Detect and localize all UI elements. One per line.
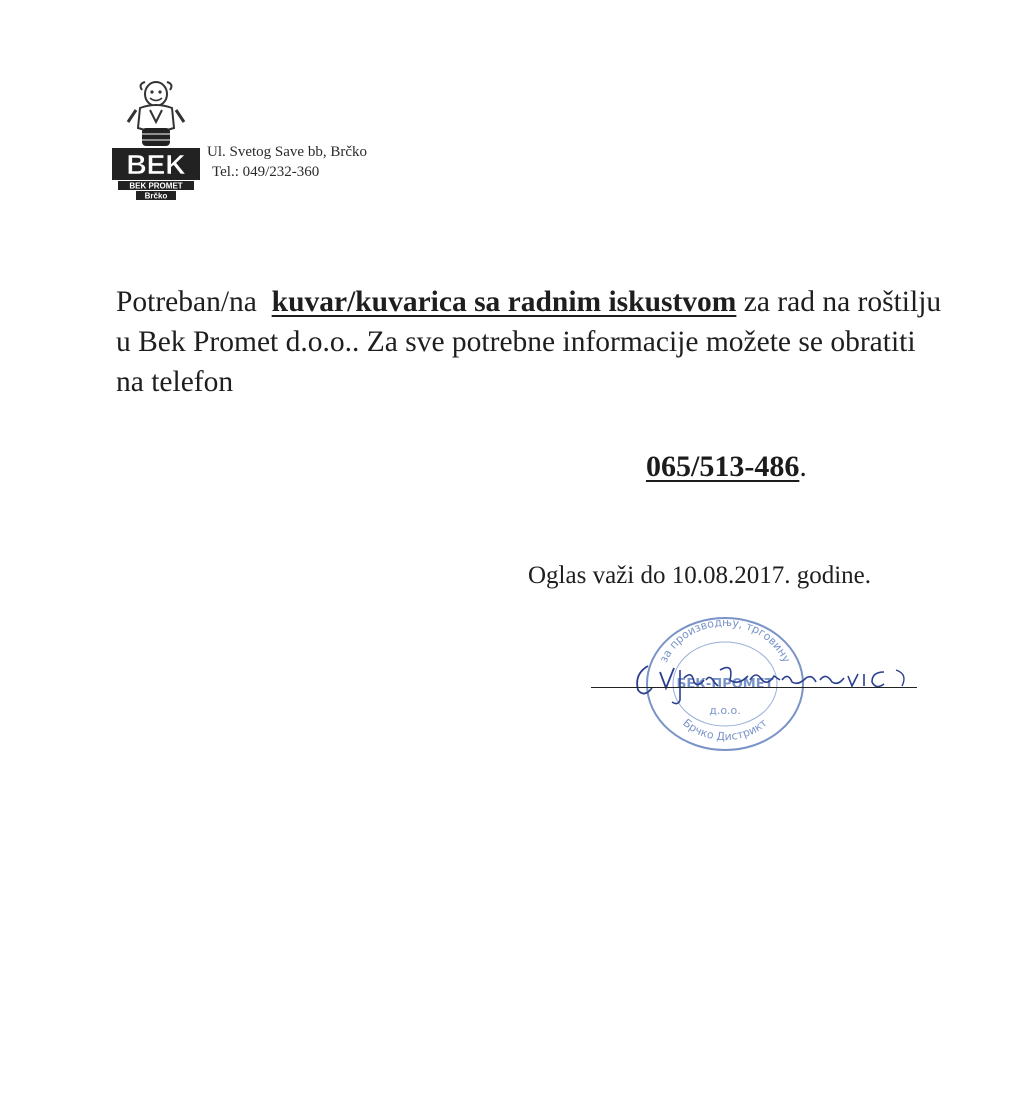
company-address: Ul. Svetog Save bb, Brčko [207,144,367,160]
logo-text: BEK [126,149,186,180]
ad-position: kuvar/kuvarica sa radnim iskustvom [271,286,737,318]
contact-phone: 065/513-486 [646,450,800,483]
job-ad-paragraph [116,282,946,402]
company-address-block [207,142,367,182]
stamp-sub-text: д.о.о. [709,704,741,717]
ad-text-start: Potreban/na [116,286,272,318]
logo-city: Brčko [144,191,168,201]
logo-subtext: BEK PROMET [129,181,183,191]
ad-text-rest: za rad na roštilju u Bek Promet d.o.o.. Za sve potrebne informacije možete se obratiti na telefon [116,286,942,398]
stamp-center-text: БЕК-ПРОМЕТ [676,677,774,692]
signature [620,640,920,710]
stamp-bottom-text: Брчко Дистрикт [680,716,770,744]
company-logo [112,78,200,204]
contact-phone-line [646,447,807,487]
company-phone: Tel.: 049/232-360 [212,164,320,180]
stamp-top-text: за производњу, трговину [657,615,793,665]
signature-line [591,687,917,688]
contact-phone-suffix: . [799,450,807,483]
ad-validity: Oglas važi do 10.08.2017. godine. [528,562,872,589]
svg-text:Брчко Дистрикт [680,716,770,743]
